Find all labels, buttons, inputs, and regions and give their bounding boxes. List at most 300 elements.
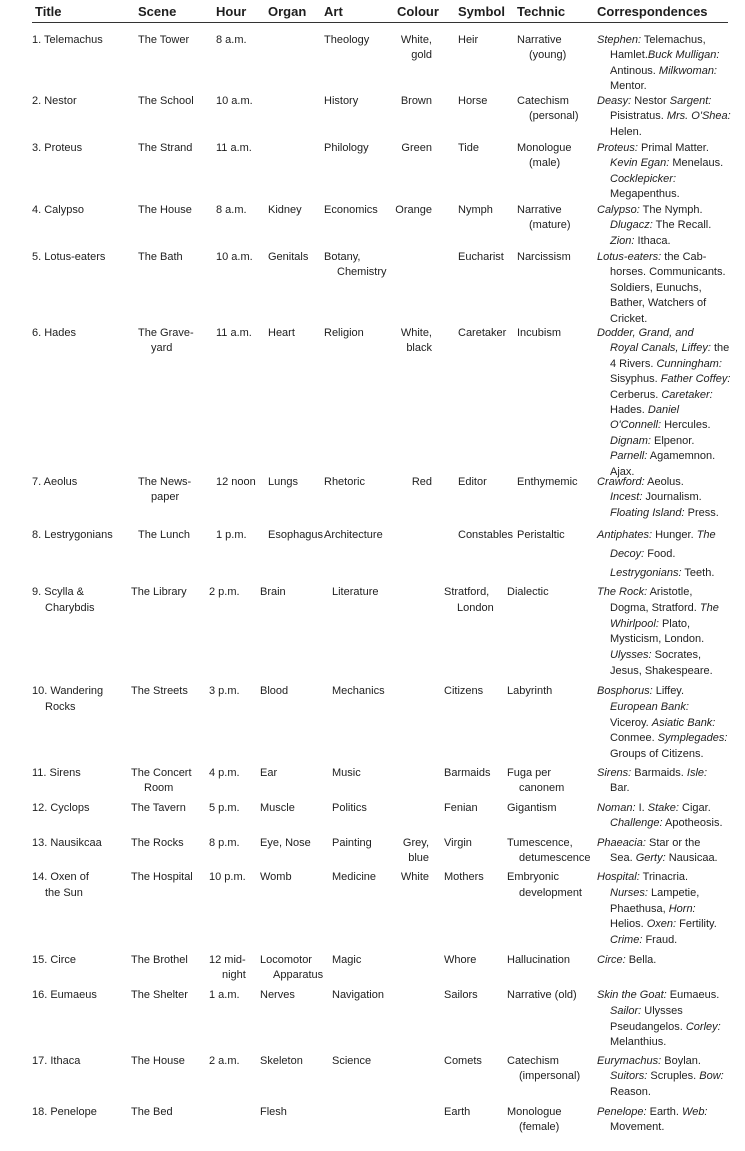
- colour-cell-line: Brown: [400, 95, 432, 107]
- colour-cell: [383, 870, 429, 886]
- hour-cell: [209, 953, 246, 984]
- character-name: Bow:: [699, 1070, 724, 1083]
- correspondence-line: [597, 1085, 724, 1100]
- technic-cell: [507, 870, 582, 902]
- correspondence-line: [597, 781, 707, 796]
- correspondence-line: [597, 700, 727, 716]
- hour-cell: [216, 203, 247, 218]
- technic-cell-line: (personal): [529, 110, 579, 123]
- character-name: Kevin Egan:: [610, 157, 670, 170]
- episode-title: [32, 953, 76, 968]
- hour-cell-line: 8 a.m.: [216, 204, 247, 216]
- correspondence-text: Star or the: [645, 837, 701, 849]
- scene-cell: [131, 988, 188, 1004]
- correspondence-line: [597, 357, 730, 372]
- column-header: Art: [324, 4, 343, 19]
- correspondence-line: [597, 1054, 724, 1069]
- episode-title: [32, 94, 77, 109]
- character-name: Lotus-eaters:: [597, 251, 662, 263]
- episode-title: [32, 1054, 80, 1069]
- art-cell: [332, 836, 372, 851]
- correspondence-line: [597, 388, 730, 403]
- scene-cell: [138, 326, 194, 357]
- hour-cell: [216, 326, 252, 341]
- symbol-cell: [458, 475, 487, 490]
- correspondence-line: [597, 341, 730, 356]
- art-cell: [332, 953, 361, 968]
- technic-cell-line: Dialectic: [507, 586, 549, 598]
- scene-cell: [131, 953, 188, 968]
- correspondence-line: [597, 312, 726, 327]
- technic-cell-line: Monologue: [517, 142, 572, 154]
- correspondence-line: [597, 933, 717, 949]
- column-header: Colour: [397, 4, 439, 19]
- correspondence-text: Megapenthus.: [610, 188, 680, 201]
- symbol-cell-line: Heir: [458, 34, 479, 46]
- hour-cell: [216, 475, 256, 490]
- scene-cell: [138, 526, 190, 545]
- correspondence-text: Earth.: [646, 1106, 683, 1118]
- correspondence-line: [597, 1120, 708, 1135]
- technic-cell: [517, 94, 579, 125]
- correspondence-line: [597, 203, 711, 218]
- technic-cell-line: (young): [529, 49, 567, 62]
- episode-title-line: the Sun: [45, 886, 83, 899]
- correspondence-text: Cerberus.: [610, 388, 662, 401]
- organ-cell: [268, 250, 308, 265]
- correspondence-line: [597, 418, 730, 433]
- technic-cell-line: Tumescence,: [507, 837, 573, 849]
- art-cell-line: Rhetoric: [324, 476, 365, 488]
- character-name: Zion:: [610, 234, 635, 247]
- art-cell-line: Botany,: [324, 251, 361, 263]
- correspondence-line: [597, 747, 727, 763]
- character-name: Skin the Goat:: [597, 989, 667, 1001]
- art-cell: [324, 326, 364, 341]
- scene-cell: [131, 766, 192, 797]
- symbol-cell-line: Constables: [458, 529, 514, 541]
- scene-cell-line: The Bath: [138, 251, 183, 263]
- correspondence-text: Lampetie,: [647, 886, 700, 899]
- scene-cell: [138, 250, 183, 265]
- hour-cell-line: 5 p.m.: [209, 802, 240, 814]
- technic-cell-line: Peristaltic: [517, 529, 565, 541]
- correspondence-text: Teeth.: [681, 567, 715, 580]
- technic-cell: [517, 475, 578, 490]
- correspondences-cell: [597, 33, 719, 95]
- hour-cell-line: 3 p.m.: [209, 685, 240, 697]
- scene-cell-line: The House: [138, 204, 192, 216]
- technic-cell-line: detumescence: [519, 852, 591, 865]
- organ-cell: [268, 475, 298, 490]
- correspondence-line: [597, 109, 731, 124]
- symbol-cell: [458, 203, 493, 218]
- organ-cell: [260, 870, 292, 886]
- symbol-cell: [458, 250, 504, 265]
- art-cell: [324, 141, 369, 156]
- hour-cell-line: night: [222, 969, 246, 982]
- character-name: Incest:: [610, 491, 643, 504]
- technic-cell: [507, 836, 591, 867]
- hour-cell: [209, 684, 240, 700]
- symbol-cell: [458, 33, 478, 48]
- character-name: Decoy:: [610, 548, 645, 561]
- hour-cell: [216, 141, 252, 156]
- character-name: Nurses:: [610, 886, 648, 899]
- correspondence-text: Eumaeus.: [666, 989, 720, 1001]
- technic-cell-line: Catechism: [507, 1055, 559, 1067]
- correspondence-text: Mysticism, London.: [610, 633, 705, 646]
- organ-cell: [260, 1105, 287, 1120]
- organ-cell-line: Apparatus: [273, 969, 324, 982]
- organ-cell: [260, 953, 323, 984]
- scene-cell: [138, 33, 189, 48]
- correspondence-text: Fraud.: [642, 934, 678, 947]
- correspondences-cell: [597, 203, 711, 249]
- character-name: Calypso:: [597, 204, 640, 216]
- hour-cell-line: 1 p.m.: [216, 529, 247, 541]
- technic-cell-line: Narrative: [517, 204, 562, 216]
- colour-cell-line: blue: [408, 852, 429, 865]
- technic-cell-line: Labyrinth: [507, 685, 553, 697]
- art-cell: [324, 33, 369, 48]
- episode-title: [32, 326, 76, 341]
- correspondence-text: Cricket.: [610, 312, 648, 325]
- correspondence-text: Melanthius.: [610, 1036, 667, 1049]
- colour-cell: [383, 203, 432, 218]
- correspondence-line: [597, 684, 727, 700]
- scene-cell-line: The House: [131, 1055, 185, 1067]
- character-name: Eurymachus:: [597, 1055, 662, 1067]
- symbol-cell-line: Eucharist: [458, 251, 504, 263]
- hour-cell-line: 10 p.m.: [209, 871, 246, 883]
- organ-cell: [260, 801, 295, 816]
- symbol-cell-line: Barmaids: [444, 767, 491, 779]
- technic-cell-line: Narcissism: [517, 251, 571, 263]
- scene-cell-line: The School: [138, 95, 194, 107]
- technic-cell-line: Catechism: [517, 95, 569, 107]
- correspondence-line: [597, 801, 723, 816]
- correspondence-line: [597, 265, 726, 280]
- colour-cell-line: White: [400, 871, 429, 883]
- correspondence-text: Sisyphus.: [610, 373, 661, 386]
- correspondence-line: [597, 79, 719, 94]
- correspondence-line: [597, 1069, 724, 1084]
- technic-cell-line: Hallucination: [507, 954, 570, 966]
- art-cell: [332, 870, 376, 886]
- correspondence-text: Ithaca.: [634, 234, 671, 247]
- scene-cell: [138, 475, 191, 506]
- correspondences-cell: [597, 988, 721, 1051]
- art-cell-line: Science: [332, 1055, 372, 1067]
- character-name: Hospital:: [597, 871, 640, 883]
- hour-cell-line: 12 mid-: [209, 954, 246, 966]
- character-name: Sargent:: [669, 95, 712, 107]
- symbol-cell: [444, 801, 478, 816]
- correspondence-text: Hunger.: [652, 529, 697, 541]
- column-header: Technic: [517, 4, 566, 19]
- correspondence-line: [597, 836, 718, 851]
- scene-cell: [131, 1054, 185, 1069]
- correspondence-text: Liffey.: [652, 685, 685, 697]
- colour-cell-line: Red: [411, 476, 432, 488]
- art-cell: [332, 585, 378, 601]
- correspondence-text: Sea.: [610, 852, 636, 865]
- hour-cell-line: 12 noon: [216, 476, 256, 488]
- symbol-cell: [444, 766, 490, 781]
- organ-cell: [260, 1054, 303, 1069]
- correspondence-line: [597, 632, 719, 648]
- episode-title: [32, 801, 89, 816]
- scene-cell: [131, 684, 188, 700]
- correspondence-text: Agamemnon.: [647, 450, 716, 463]
- episode-title-line: 15. Circe: [32, 954, 77, 966]
- character-name: Circe:: [597, 954, 626, 966]
- art-cell: [324, 94, 358, 109]
- episode-title: [32, 1105, 97, 1120]
- scene-cell: [131, 870, 193, 886]
- correspondence-line: [597, 490, 719, 505]
- character-name: Floating Island:: [610, 506, 685, 519]
- scene-cell-line: The News-: [138, 476, 192, 488]
- hour-cell: [209, 870, 246, 886]
- character-name: The: [699, 601, 719, 614]
- column-header: Scene: [138, 4, 177, 19]
- correspondence-line: [597, 585, 719, 601]
- symbol-cell: [444, 870, 484, 886]
- symbol-cell-line: Tide: [458, 142, 479, 154]
- hour-cell-line: 10 a.m.: [216, 95, 253, 107]
- hour-cell: [216, 250, 253, 265]
- correspondence-line: [597, 281, 726, 296]
- correspondence-text: Scruples.: [647, 1070, 700, 1083]
- episode-title: [32, 203, 84, 218]
- hour-cell-line: 10 a.m.: [216, 251, 253, 263]
- correspondences-cell: [597, 250, 726, 327]
- episode-title-line: Charybdis: [45, 601, 95, 614]
- colour-cell-line: Green: [401, 142, 432, 154]
- correspondence-line: [597, 526, 716, 545]
- organ-cell-line: Genitals: [268, 251, 309, 263]
- episode-title: [32, 684, 103, 716]
- correspondence-line: [597, 94, 731, 109]
- episode-title: [32, 870, 89, 902]
- correspondence-line: [597, 664, 719, 680]
- correspondence-line: [597, 731, 727, 747]
- symbol-cell-line: Stratford,: [444, 586, 490, 598]
- episode-title-line: 7. Aeolus: [32, 476, 78, 488]
- character-name: Proteus:: [597, 142, 638, 154]
- hour-cell-line: 11 a.m.: [216, 142, 252, 154]
- episode-title-line: 14. Oxen of: [32, 871, 89, 883]
- symbol-cell: [458, 526, 513, 545]
- art-cell-line: Theology: [324, 34, 370, 46]
- episode-title-line: 9. Scylla &: [32, 586, 84, 598]
- symbol-cell-line: Citizens: [444, 685, 484, 697]
- episode-title: [32, 836, 102, 851]
- character-name: Asiatic Bank:: [651, 716, 716, 729]
- hour-cell-line: 2 p.m.: [209, 586, 240, 598]
- symbol-cell: [444, 953, 476, 968]
- character-name: Whirlpool:: [610, 617, 659, 630]
- technic-cell: [517, 141, 571, 172]
- scene-cell-line: Room: [144, 782, 174, 795]
- correspondence-text: Hercules.: [661, 419, 711, 432]
- scene-cell-line: The Lunch: [138, 529, 190, 541]
- symbol-cell-line: Editor: [458, 476, 487, 488]
- organ-cell: [260, 766, 277, 781]
- correspondence-text: Conmee.: [610, 732, 658, 745]
- episode-title-line: 18. Penelope: [32, 1106, 97, 1118]
- correspondence-text: Bar.: [610, 782, 630, 795]
- correspondence-text: Bather, Watchers of: [610, 297, 707, 310]
- technic-cell-line: Gigantism: [507, 802, 557, 814]
- episode-title-line: 12. Cyclops: [32, 802, 90, 814]
- episode-title: [32, 141, 82, 156]
- correspondence-text: Phaethusa,: [610, 902, 669, 915]
- scene-cell-line: The Concert: [131, 767, 192, 779]
- header-rule: [32, 22, 728, 23]
- correspondence-text: Primal Matter.: [637, 142, 709, 154]
- art-cell-line: Music: [332, 767, 361, 779]
- organ-cell-line: Womb: [260, 871, 292, 883]
- hour-cell: [209, 585, 240, 601]
- episode-title-line: 6. Hades: [32, 327, 77, 339]
- character-name: Parnell:: [610, 450, 648, 463]
- correspondence-line: [597, 506, 719, 521]
- correspondence-line: [597, 851, 718, 866]
- episode-title: [32, 585, 95, 617]
- correspondence-text: Mentor.: [610, 80, 647, 93]
- technic-cell: [507, 1105, 561, 1136]
- correspondence-line: [597, 601, 719, 617]
- correspondences-cell: [597, 836, 718, 867]
- character-name: Mrs. O'Shea:: [666, 110, 731, 123]
- scene-cell-line: yard: [151, 342, 173, 355]
- character-name: Sailor:: [610, 1004, 642, 1017]
- organ-cell-line: Heart: [268, 327, 295, 339]
- scene-cell-line: The Bed: [131, 1106, 173, 1118]
- scene-cell-line: The Streets: [131, 685, 188, 697]
- correspondence-text: I.: [635, 802, 648, 814]
- character-name: Penelope:: [597, 1106, 647, 1118]
- correspondence-line: [597, 156, 723, 171]
- episode-title-line: 17. Ithaca: [32, 1055, 81, 1067]
- correspondence-line: [597, 617, 719, 633]
- correspondences-cell: [597, 326, 730, 480]
- correspondence-line: [597, 1004, 721, 1020]
- organ-cell-line: Eye, Nose: [260, 837, 311, 849]
- correspondence-line: [597, 1020, 721, 1036]
- correspondence-text: Fertility.: [676, 918, 717, 931]
- correspondences-cell: [597, 526, 716, 584]
- correspondence-text: Press.: [684, 506, 719, 519]
- correspondence-text: Nestor: [631, 95, 670, 107]
- character-name: Stake:: [647, 802, 679, 814]
- colour-cell-line: White,: [400, 34, 432, 46]
- episode-title-line: 2. Nestor: [32, 95, 77, 107]
- episode-title: [32, 766, 81, 781]
- colour-cell-line: White,: [400, 327, 432, 339]
- correspondence-text: Barmaids.: [631, 767, 687, 779]
- character-name: Challenge:: [610, 817, 663, 830]
- character-name: O'Connell:: [610, 419, 662, 432]
- colour-cell-line: gold: [411, 49, 432, 62]
- character-name: The: [696, 529, 716, 541]
- organ-cell-line: Brain: [260, 586, 286, 598]
- technic-cell: [517, 526, 565, 545]
- organ-cell: [260, 585, 286, 601]
- symbol-cell: [444, 585, 494, 617]
- character-name: Web:: [682, 1106, 708, 1118]
- correspondence-line: [597, 172, 723, 187]
- correspondence-line: [597, 449, 730, 464]
- column-header: Symbol: [458, 4, 505, 19]
- technic-cell: [507, 766, 564, 797]
- correspondence-text: Groups of Citizens.: [610, 748, 704, 761]
- symbol-cell: [444, 836, 472, 851]
- colour-cell-line: black: [406, 342, 432, 355]
- correspondence-text: Elpenor.: [650, 434, 695, 447]
- scene-cell: [138, 203, 192, 218]
- character-name: European Bank:: [610, 700, 689, 713]
- correspondence-line: [597, 326, 730, 341]
- scene-cell-line: The Rocks: [131, 837, 184, 849]
- correspondence-text: Plato,: [658, 617, 691, 630]
- character-name: Ulysses:: [610, 649, 652, 662]
- scene-cell-line: The Tavern: [131, 802, 186, 814]
- art-cell: [324, 203, 378, 218]
- correspondence-line: [597, 953, 656, 968]
- technic-cell-line: Narrative: [517, 34, 562, 46]
- technic-cell: [507, 585, 549, 601]
- organ-cell-line: Flesh: [260, 1106, 287, 1118]
- episode-title-line: 16. Eumaeus: [32, 989, 97, 1001]
- symbol-cell: [444, 1054, 482, 1069]
- art-cell: [324, 526, 383, 545]
- correspondence-text: Reason.: [610, 1085, 651, 1098]
- hour-cell: [209, 988, 240, 1004]
- character-name: Cunningham:: [656, 357, 722, 370]
- correspondence-line: [597, 766, 707, 781]
- correspondence-text: Apotheosis.: [662, 817, 723, 830]
- column-header: Organ: [268, 4, 307, 19]
- character-name: Daniel: [647, 404, 680, 417]
- character-name: Cocklepicker:: [610, 172, 677, 185]
- art-cell-line: Architecture: [324, 529, 383, 541]
- column-header: Hour: [216, 4, 247, 19]
- art-cell-line: Medicine: [332, 871, 377, 883]
- technic-cell: [517, 33, 566, 64]
- organ-cell: [268, 326, 295, 341]
- episode-title-line: 5. Lotus-eaters: [32, 251, 106, 263]
- correspondences-cell: [597, 141, 723, 203]
- character-name: The Rock:: [597, 586, 648, 598]
- character-name: Caretaker:: [661, 388, 713, 401]
- technic-cell-line: (impersonal): [519, 1070, 581, 1083]
- correspondence-text: Pseudangelos.: [610, 1020, 686, 1033]
- symbol-cell-line: Earth: [444, 1106, 471, 1118]
- technic-cell: [517, 326, 561, 341]
- hour-cell: [209, 836, 240, 851]
- technic-cell-line: (female): [519, 1121, 560, 1134]
- correspondence-line: [597, 434, 730, 449]
- episode-title-line: 3. Proteus: [32, 142, 83, 154]
- organ-cell-line: Muscle: [260, 802, 295, 814]
- scene-cell: [138, 141, 192, 156]
- symbol-cell: [458, 141, 479, 156]
- episode-title-line: 13. Nausikcaa: [32, 837, 102, 849]
